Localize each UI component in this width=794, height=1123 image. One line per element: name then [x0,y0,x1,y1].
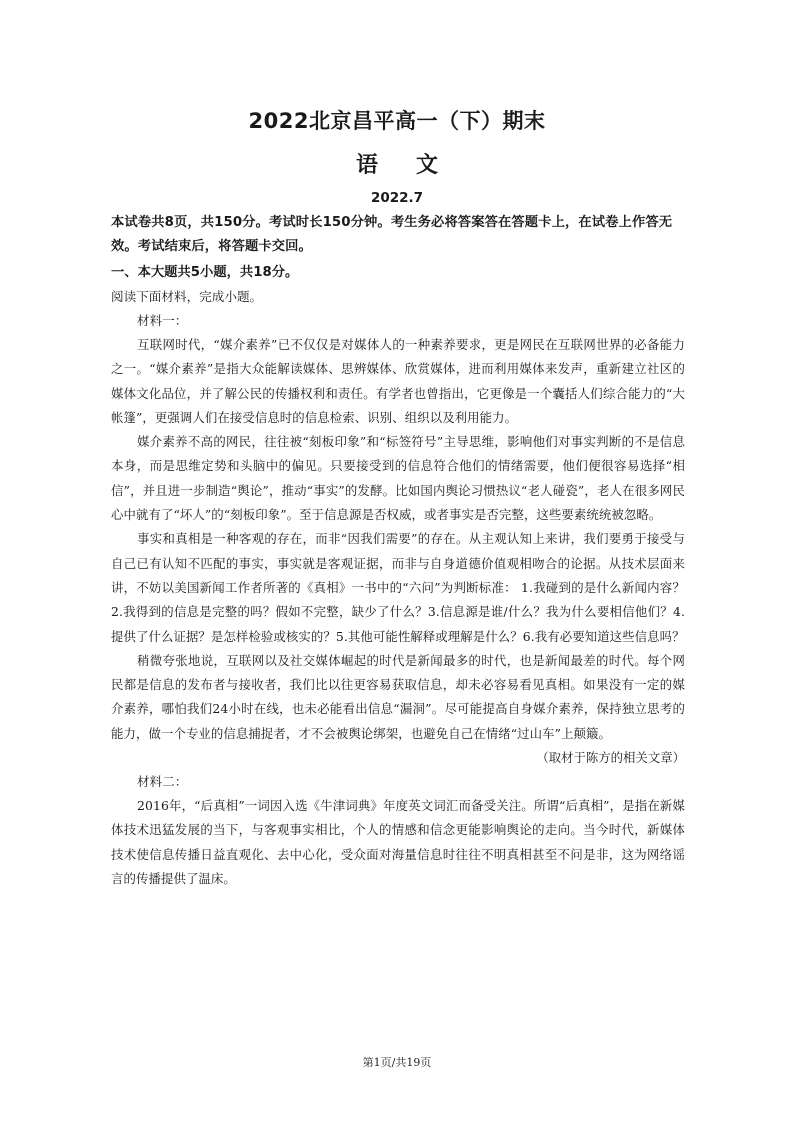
material-1-label: 材料一： [137,313,188,328]
subject-title: 语文 [355,153,476,178]
material-1-paragraph: 事实和真相是一种客观的存在，而非“因我们需要”的存在。从主观认知上来讲，我们要勇于接受与自己已有认知不匹配的事实，事实就是客观证据，而非与自身道德价值观相吻合的论据。从技术层面来讲，不妨以美国新闻工作者所著的《真相》一书中的“六问”为判断标准： 1.我碰到的是什么新闻内容？2.我得到的信息是完整的吗？假如不完整，缺少了什么？3.信息源是谁/什么？我为什么要相信他们？4.提供了什么证据？是怎样检验或核实的？5.其他可能性解释或理解是什么？6.我有必要知道这些信息吗？ [111,531,685,644]
material-2-label: 材料二： [137,774,188,790]
exam-content [111,211,685,891]
material-2-paragraph: 2016年，“后真相”一词因入选《牛津词典》年度英文词汇而备受关注。所谓“后真相”，是指在新媒体技术迅猛发展的当下，与客观事实相比，个人的情感和信念更能影响舆论的走向。当今时代，新媒体技术使信息传播日益直观化、去中心化，受众面对海量信息时往往不明真相甚至不问是非，这为网络谣言的传播提供了温床。 [111,798,685,886]
material-1-paragraph: 稍微夸张地说，互联网以及社交媒体崛起的时代是新闻最多的时代，也是新闻最差的时代。每个网民都是信息的发布者与接收者，我们比以往更容易获取信息，却未必容易看见真相。如果没有一定的媒介素养，哪怕我们24小时在线，也未必能看出信息“漏洞”。尽可能提高自身媒介素养，保持独立思考的能力，做一个专业的信息捕捉者，才不会被舆论绑架，也避免自己在情绪“过山车”上颠簸。 [111,652,685,741]
reading-instruction: 阅读下面材料，完成小题。 [111,289,263,304]
page-indicator: 第1页/共19页 [362,1056,432,1069]
exam-notice: 本试卷共8页，共150分。考试时长150分钟。考生务必将答案答在答题卡上，在试卷上作答无效。考试结束后，将答题卡交回。 [111,215,673,254]
exam-date: 2022.7 [370,190,424,206]
section-heading: 一、本大题共5小题，共18分。 [111,265,299,280]
material-1-paragraph: 互联网时代，“媒介素养”已不仅仅是对媒体人的一种素养要求，更是网民在互联网世界的必备能力之一。“媒介素养”是指大众能解读媒体、思辨媒体、欣赏媒体，进而利用媒体来发声，重新建立社区的媒体文化品位，并了解公民的传播权利和责任。有学者也曾指出，它更像是一个囊括人们综合能力的“大帐篷”，更强调人们在接受信息时的信息检索、识别、组织以及利用能力。 [111,337,685,425]
material-1-paragraph: 媒介素养不高的网民，往往被“刻板印象”和“标签符号”主导思维，影响他们对事实判断的不是信息本身，而是思维定势和头脑中的偏见。只要接受到的信息符合他们的情绪需要，他们便很容易选择“相信”，并且进一步制造“舆论”，推动“事实”的发酵。比如国内舆论习惯热议“老人碰瓷”，老人在很多网民心中就有了“坏人”的“刻板印象”。至于信息源是否权威，或者事实是否完整，这些要素统统被忽略。 [111,434,685,523]
exam-title: 2022北京昌平高一（下）期末 [248,109,546,133]
material-1-source: （取材于陈方的相关文章） [536,750,685,766]
